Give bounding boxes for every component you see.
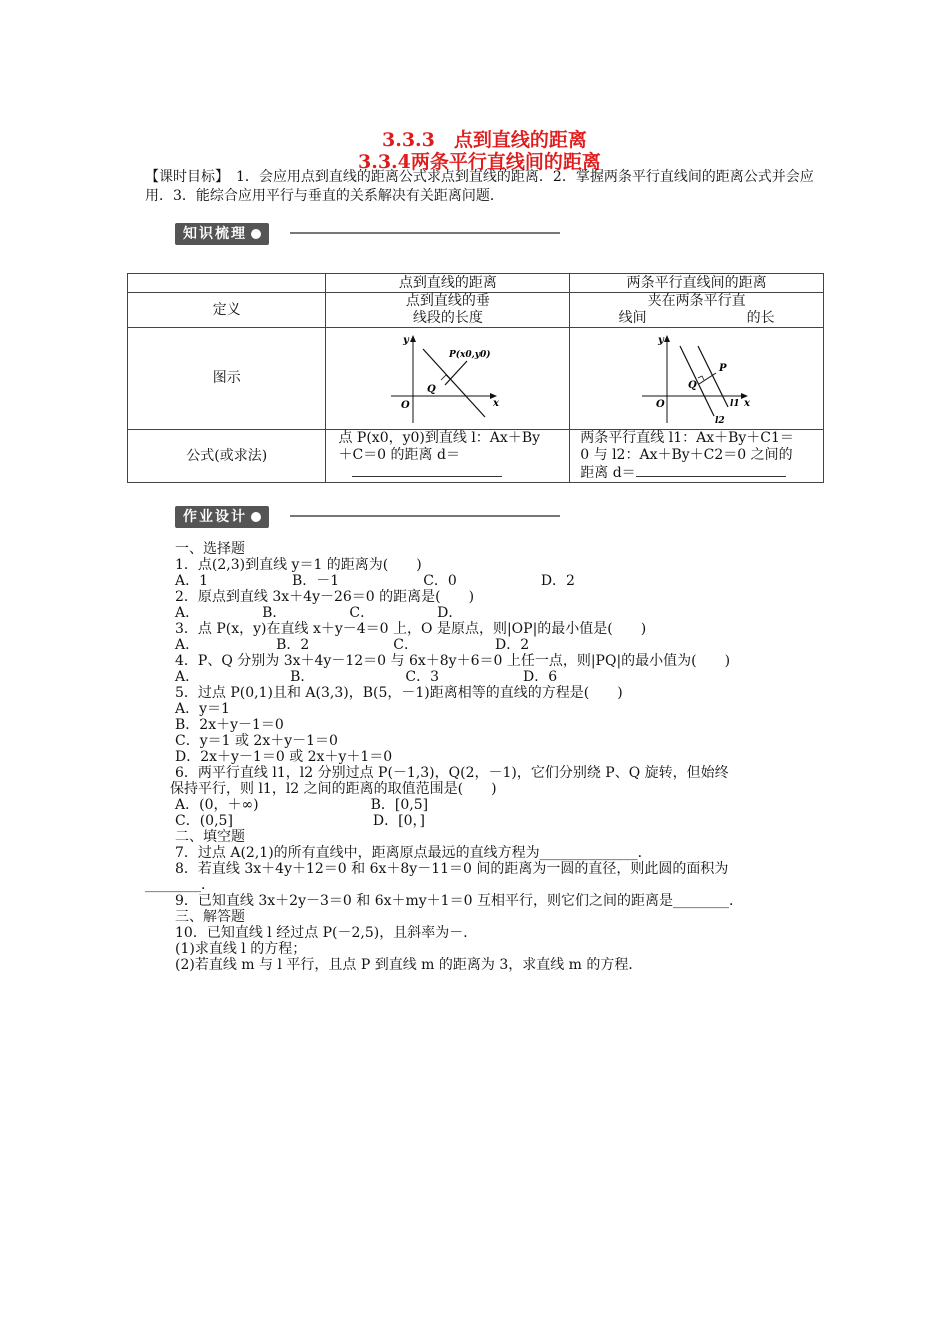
definition-point-line: 点到直线的垂 线段的长度 (326, 293, 570, 328)
question-4: 4．P、Q 分别为 3x＋4y－12＝0 与 6x＋8y＋6＝0 上任一点，则|PQ|的最小值为( ) (175, 653, 731, 669)
parallel-lines-diagram (632, 331, 762, 427)
right-angle-mark (698, 376, 704, 380)
section-heading-fill: 二、填空题 (175, 829, 245, 845)
question-1: 1．点(2,3)到直线 y＝1 的距离为( ) (175, 557, 422, 573)
bullet-icon (251, 229, 261, 239)
section-heading-answer: 三、解答题 (175, 909, 245, 925)
fig2-origin-label: O (655, 398, 665, 410)
point-line-diagram (383, 331, 513, 427)
question-5: 5．过点 P(0,1)且和 A(3,3)，B(5，－1)距离相等的直线的方程是( ) (175, 685, 623, 701)
question-1-options: A．1 B．－1 C．0 D．2 (175, 573, 575, 589)
fig2-p-label: P (718, 362, 727, 374)
bullet-icon (251, 512, 261, 522)
definition-parallel-lines: 夹在两条平行直 线间 的长 (570, 293, 824, 328)
page-subtitle: 3.3.4两条平行直线间的距离 (358, 151, 601, 173)
question-2-options: A． B． C． D． (175, 605, 463, 621)
section-heading-choice: 一、选择题 (175, 541, 245, 557)
objectives-text: 1．会应用点到直线的距离公式求点到直线的距离．2．掌握两条平行直线间的距离公式并会应用．3．能综合应用平行与垂直的关系解决有关距离问题． (145, 169, 814, 204)
question-6-continued: 保持平行，则 l1，l2 之间的距离的取值范围是( ) (170, 781, 497, 797)
figure-point-line-cell (326, 328, 570, 430)
definition-label: 定义 (128, 293, 326, 328)
page-title: 3.3.3 点到直线的距离 (382, 129, 587, 151)
formula-parallel-lines: 两条平行直线 l1：Ax＋By＋C1＝ 0 与 l2：Ax＋By＋C2＝0 之间的 距离 d＝ (570, 430, 824, 483)
fig1-origin-label: O (400, 399, 410, 411)
question-4-options: A． B． C．3 D．6 (175, 669, 558, 685)
banner-knowledge-label: 知识梳理 (175, 223, 269, 245)
y-axis-arrow (664, 335, 670, 342)
question-10: 10．已知直线 l 经过点 P(－2,5)，且斜率为－． (175, 925, 478, 941)
fig2-l2-label: l2 (714, 415, 725, 426)
question-3-options: A． B．2 C． D．2 (175, 637, 530, 653)
formula-label: 公式(或求法) (128, 430, 326, 483)
exercise-list (145, 541, 825, 973)
question-5-option-a: A．y＝1 (175, 701, 230, 717)
right-angle-mark (441, 375, 450, 380)
banner-rule (290, 232, 560, 234)
question-8: 8．若直线 3x＋4y＋12＝0 和 6x＋8y－11＝0 间的距离为一圆的直径，则此圆的面积为 (175, 861, 729, 877)
knowledge-table (127, 273, 824, 483)
question-10-part-1: (1)求直线 l 的方程； (175, 941, 307, 957)
line-l2 (680, 346, 714, 416)
fig1-x-label: x (492, 397, 499, 409)
question-9: 9．已知直线 3x＋2y－3＝0 和 6x＋my＋1＝0 互相平行，则它们之间的距离是________． (175, 893, 743, 909)
objectives-label: 【课时目标】 (145, 169, 222, 185)
question-10-part-2: (2)若直线 m 与 l 平行，且点 P 到直线 m 的距离为 3，求直线 m 的方程． (175, 957, 643, 973)
question-7: 7．过点 A(2,1)的所有直线中，距离原点最远的直线方程为______________． (175, 845, 652, 861)
perpendicular-segment (445, 361, 467, 385)
table-row-definition (128, 293, 824, 328)
fig1-y-label: y (402, 334, 409, 346)
figure-parallel-lines-cell (570, 328, 824, 430)
question-3: 3．点 P(x，y)在直线 x＋y－4＝0 上，O 是原点，则|OP|的最小值是( ) (175, 621, 647, 637)
table-row-formula (128, 430, 824, 483)
formula-answer-blank-2[interactable] (636, 464, 786, 477)
question-5-option-c: C．y＝1 或 2x＋y－1＝0 (175, 733, 338, 749)
formula-answer-blank[interactable] (352, 464, 502, 477)
table-row-figure (128, 328, 824, 430)
question-8-continued: ________． (145, 877, 215, 893)
table-header-row (128, 274, 824, 293)
formula-point-line: 点 P(x0，y0)到直线 l：Ax＋By ＋C＝0 的距离 d＝ (326, 430, 570, 483)
question-6-options-ab: A．(0，＋∞) B．[0,5] (175, 797, 429, 813)
table-header-empty (128, 274, 326, 293)
question-6-options-cd: C．(0,5] D．[0，] (175, 813, 425, 829)
section-banner-knowledge (175, 223, 560, 249)
fig1-q-label: Q (426, 383, 436, 395)
banner-rule (290, 515, 560, 517)
fig2-l1-label: l1 (729, 398, 740, 409)
fig2-y-label: y (657, 334, 664, 346)
question-5-option-d: D．2x＋y－1＝0 或 2x＋y＋1＝0 (175, 749, 393, 765)
lesson-objectives (145, 168, 815, 206)
fig2-q-label: Q (687, 379, 697, 391)
y-axis-arrow (410, 335, 416, 342)
figure-label: 图示 (128, 328, 326, 430)
question-6: 6．两平行直线 l1，l2 分别过点 P(－1,3)，Q(2，－1)，它们分别绕 P、Q 旋转，但始终 (175, 765, 729, 781)
fig1-p-label: P(x0,y0) (448, 349, 491, 360)
question-2: 2．原点到直线 3x＋4y－26＝0 的距离是( ) (175, 589, 475, 605)
fig2-x-label: x (743, 397, 750, 409)
banner-homework-label: 作业设计 (175, 506, 269, 528)
table-header-parallel-lines: 两条平行直线间的距离 (570, 274, 824, 293)
section-banner-homework (175, 506, 560, 532)
question-5-option-b: B．2x＋y－1＝0 (175, 717, 284, 733)
table-header-point-line: 点到直线的距离 (326, 274, 570, 293)
